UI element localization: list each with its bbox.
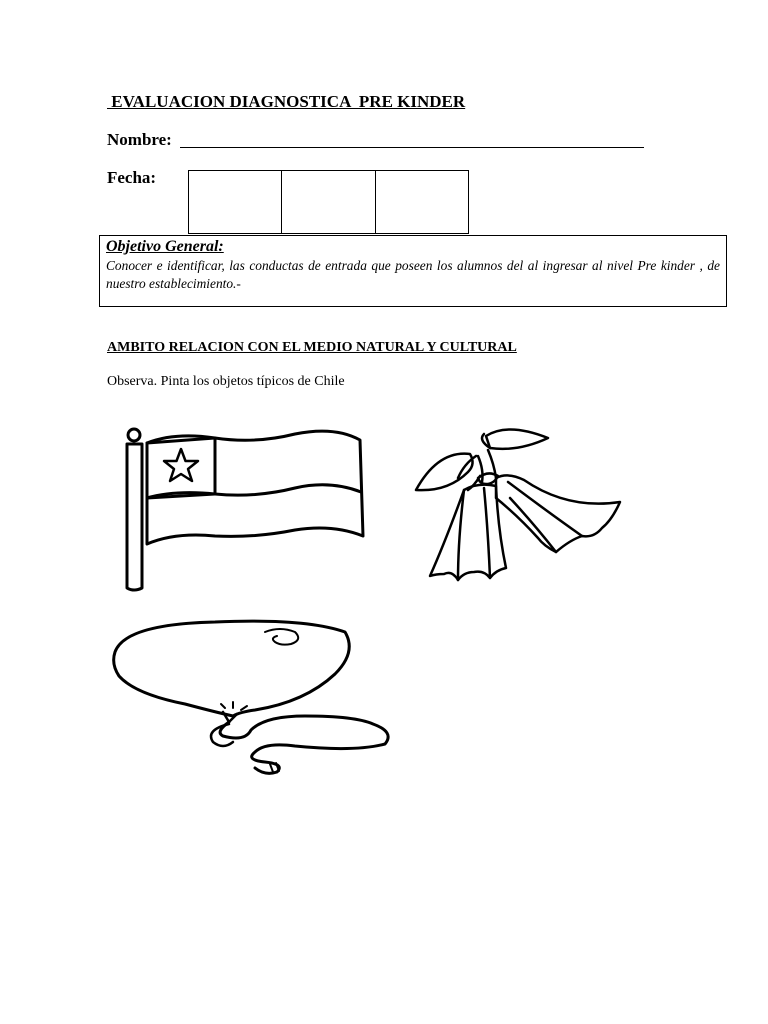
name-label: Nombre: bbox=[107, 130, 172, 149]
balloon-icon bbox=[105, 612, 403, 778]
chile-flag-icon bbox=[105, 418, 375, 606]
worksheet-title: EVALUACION DIAGNOSTICA PRE KINDER bbox=[107, 92, 466, 111]
section-title: AMBITO RELACION CON EL MEDIO NATURAL Y CULTURAL bbox=[107, 340, 517, 355]
copihue-flower-icon bbox=[398, 420, 640, 600]
date-year-box[interactable] bbox=[376, 171, 468, 233]
name-field[interactable] bbox=[180, 147, 644, 148]
objective-box bbox=[99, 235, 727, 307]
date-month-box[interactable] bbox=[282, 171, 375, 233]
objective-text: Conocer e identificar, las conductas de entrada que poseen los alumnos del al ingresar al nivel Pre kinder , de nuestro establecimiento.- bbox=[106, 258, 720, 291]
date-label: Fecha: bbox=[107, 168, 157, 187]
objective-heading: Objetivo General: bbox=[106, 238, 224, 255]
date-boxes bbox=[188, 170, 469, 234]
date-day-box[interactable] bbox=[189, 171, 282, 233]
instruction-text: Observa. Pinta los objetos típicos de Chile bbox=[107, 374, 345, 389]
